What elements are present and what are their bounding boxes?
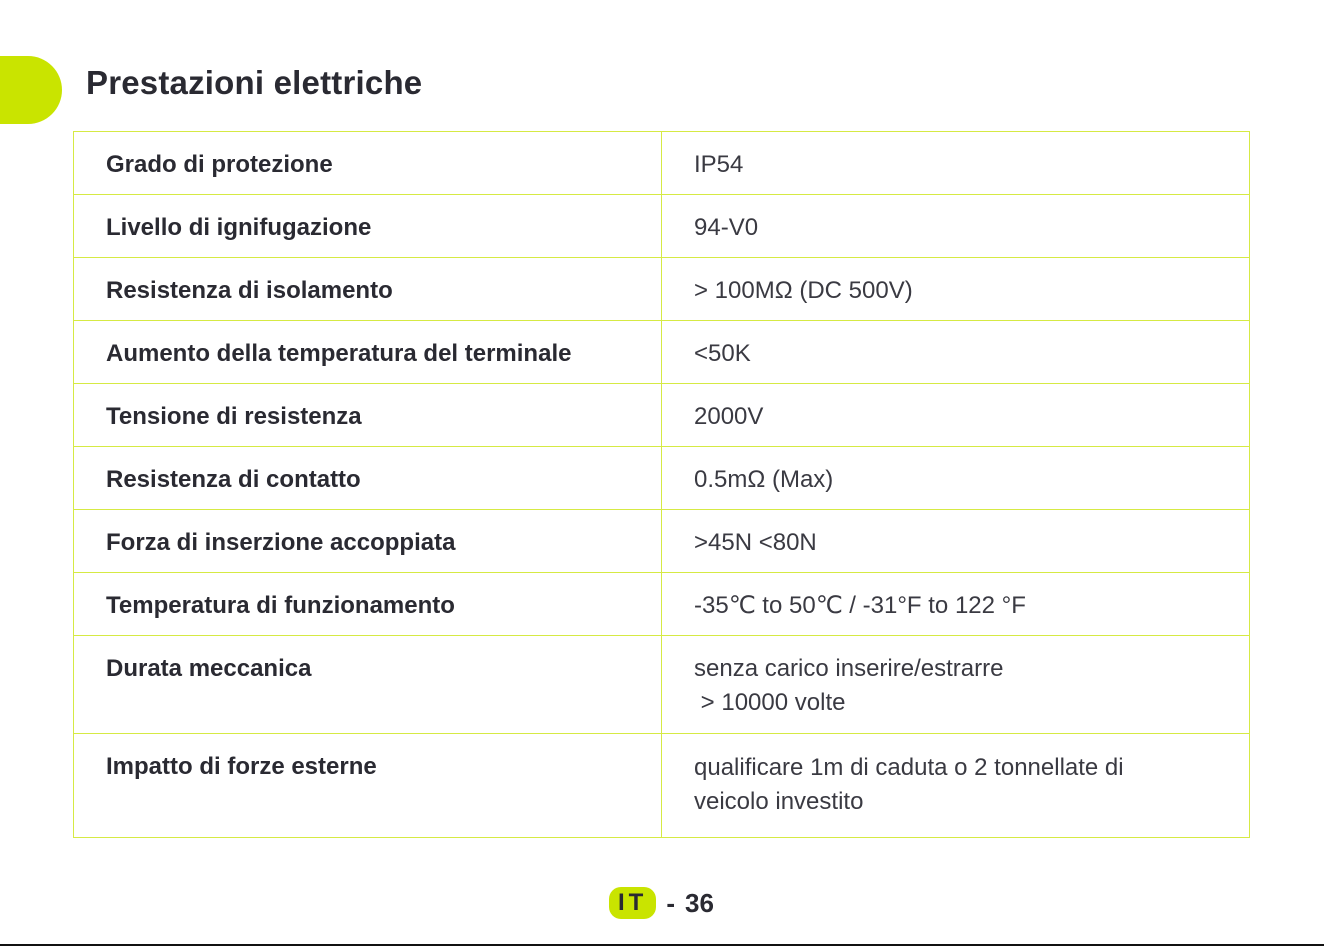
table-row: [74, 321, 1250, 384]
table-row: [74, 734, 1250, 838]
table-row: [74, 384, 1250, 447]
spec-label: Livello di ignifugazione: [74, 195, 662, 258]
language-badge: IT: [609, 887, 656, 919]
spec-label: Resistenza di isolamento: [74, 258, 662, 321]
spec-label: Impatto di forze esterne: [74, 734, 662, 838]
spec-value: senza carico inserire/estrarre > 10000 volte: [662, 636, 1250, 734]
spec-label: Aumento della temperatura del terminale: [74, 321, 662, 384]
table-row: [74, 573, 1250, 636]
table-row: [74, 258, 1250, 321]
table-row: [74, 636, 1250, 734]
table-row: [74, 447, 1250, 510]
spec-label: Grado di protezione: [74, 132, 662, 195]
page-title: Prestazioni elettriche: [86, 64, 423, 101]
page-separator: -: [666, 887, 675, 918]
spec-label: Tensione di resistenza: [74, 384, 662, 447]
spec-value: 2000V: [662, 384, 1250, 447]
section-side-tab: [0, 56, 62, 124]
spec-value: 0.5mΩ (Max): [662, 447, 1250, 510]
spec-label: Resistenza di contatto: [74, 447, 662, 510]
spec-value: >45N <80N: [662, 510, 1250, 573]
spec-label: Forza di inserzione accoppiata: [74, 510, 662, 573]
spec-label: Temperatura di funzionamento: [74, 573, 662, 636]
table-row: [74, 510, 1250, 573]
spec-table: [73, 131, 1250, 838]
spec-value: -35℃ to 50℃ / -31°F to 122 °F: [662, 573, 1250, 636]
page-footer: [609, 887, 714, 919]
spec-label: Durata meccanica: [74, 636, 662, 734]
spec-value: IP54: [662, 132, 1250, 195]
spec-value: > 100MΩ (DC 500V): [662, 258, 1250, 321]
spec-value: 94-V0: [662, 195, 1250, 258]
page-number: 36: [685, 887, 714, 918]
table-row: [74, 132, 1250, 195]
spec-value: <50K: [662, 321, 1250, 384]
spec-value: qualificare 1m di caduta o 2 tonnellate di veicolo investito: [662, 734, 1250, 838]
table-row: [74, 195, 1250, 258]
